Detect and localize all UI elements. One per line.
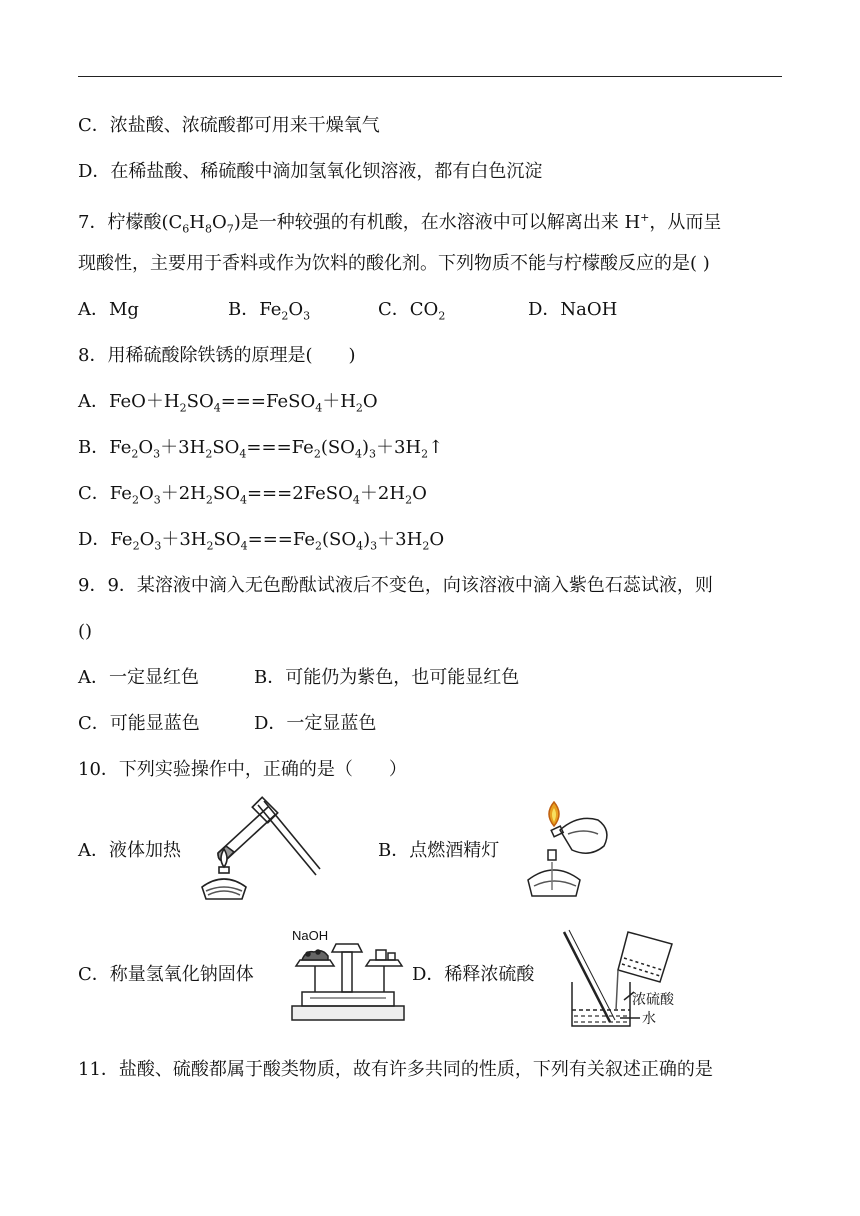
- q11-stem: 11．盐酸、硫酸都属于酸类物质，故有许多共同的性质，下列有关叙述正确的是: [78, 1059, 713, 1080]
- q8-option-a[interactable]: A．$FeO+H_2SO_4===FeSO_4+H_2O$: [78, 391, 378, 415]
- conc-acid-label: 浓硫酸: [632, 992, 674, 1008]
- q10-option-b[interactable]: B．点燃酒精灯: [378, 840, 500, 861]
- q9-option-c[interactable]: C．可能显蓝色: [78, 713, 200, 734]
- figure-lighting-lamp: [520, 800, 620, 900]
- q7-option-d[interactable]: D．NaOH: [528, 299, 618, 320]
- q10-option-c[interactable]: C．称量氢氧化钠固体: [78, 964, 254, 985]
- q8-option-b[interactable]: B．$Fe_2O_3+3H_2SO_4===Fe_2(SO_4)_3+3H_2↑$: [78, 437, 444, 461]
- q10-option-a[interactable]: A．液体加热: [78, 840, 181, 861]
- q7-option-a[interactable]: A．Mg: [78, 299, 139, 320]
- figure-liquid-heating: [198, 795, 323, 903]
- q7-stem-line1: 7．柠檬酸$(C_6H_8O_7)$是一种较强的有机酸，在水溶液中可以解离出来 H+，从而呈: [78, 211, 722, 236]
- naoh-label: NaOH: [292, 928, 329, 943]
- q6-option-d[interactable]: D．在稀盐酸、稀硫酸中滴加氢氧化钡溶液，都有白色沉淀: [78, 161, 543, 182]
- q6-option-c[interactable]: C．浓盐酸、浓硫酸都可用来干燥氧气: [78, 115, 380, 136]
- figure-diluting-acid: [560, 926, 690, 1034]
- q7-option-c[interactable]: C．$CO_2$: [378, 299, 446, 323]
- q7-option-b[interactable]: B．$Fe_2O_3$: [228, 299, 311, 323]
- q9-stem-line2: (): [78, 621, 93, 642]
- water-label: 水: [642, 1011, 656, 1027]
- q9-option-a[interactable]: A．一定显红色: [78, 667, 199, 688]
- header-rule: [78, 76, 782, 77]
- q8-stem: 8．用稀硫酸除铁锈的原理是( ): [78, 345, 356, 366]
- q10-stem: 10．下列实验操作中，正确的是（ ）: [78, 759, 407, 780]
- figure-weighing-naoh: [282, 926, 412, 1026]
- q9-stem-line1: 9．9．某溶液中滴入无色酚酞试液后不变色，向该溶液中滴入紫色石蕊试液，则: [78, 575, 713, 596]
- q10-option-d[interactable]: D．稀释浓硫酸: [412, 964, 535, 985]
- q7-stem-line2: 现酸性，主要用于香料或作为饮料的酸化剂。下列物质不能与柠檬酸反应的是( ): [78, 253, 710, 274]
- q9-option-b[interactable]: B．可能仍为紫色，也可能显红色: [254, 667, 520, 688]
- q9-option-d[interactable]: D．一定显蓝色: [254, 713, 377, 734]
- q8-option-d[interactable]: D．$Fe_2O_3+3H_2SO_4===Fe_2(SO_4)_3+3H_2O$: [78, 529, 445, 553]
- q8-option-c[interactable]: C．$Fe_2O_3+2H_2SO_4===2FeSO_4+2H_2O$: [78, 483, 427, 507]
